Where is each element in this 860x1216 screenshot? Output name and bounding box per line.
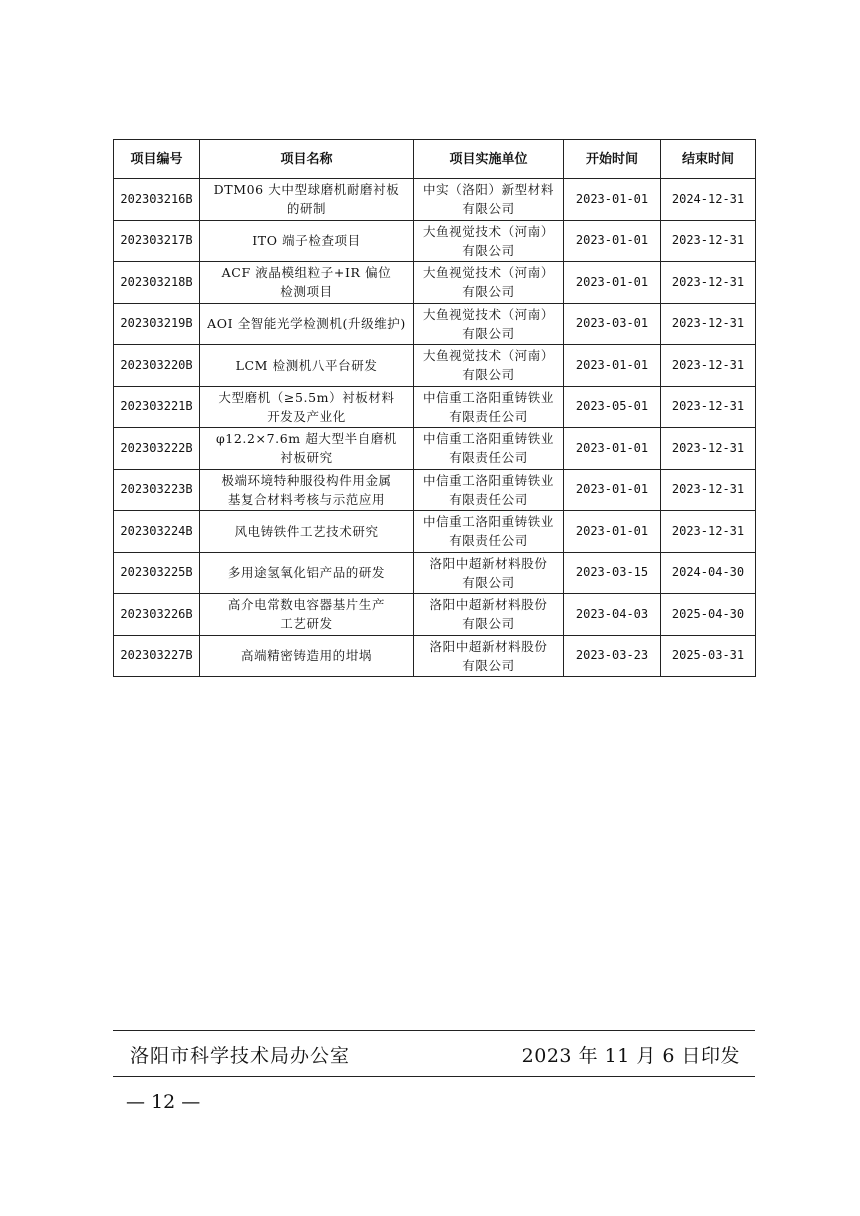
implementing-unit-cell-line: 中信重工洛阳重铸铁业	[422, 431, 554, 447]
implementing-unit-cell-line: 有限公司	[462, 242, 515, 258]
end-date-cell: 2023-12-31	[661, 262, 756, 304]
project-name-cell-line: DTM06 大中型球磨机耐磨衬板	[213, 182, 400, 198]
table-row	[114, 428, 756, 470]
project-name-cell-line: 风电铸铁件工艺技术研究	[234, 523, 379, 539]
project-name-cell	[200, 345, 414, 387]
header-implementing-unit: 项目实施单位	[414, 140, 564, 179]
table-body	[114, 179, 756, 677]
project-name-cell-line: LCM 检测机八平台研发	[235, 357, 378, 373]
project-name-cell	[200, 262, 414, 304]
table-row	[114, 552, 756, 594]
implementing-unit-cell-line: 大鱼视觉技术（河南）	[422, 306, 554, 322]
implementing-unit-cell-line: 有限公司	[462, 325, 515, 341]
implementing-unit-cell-line: 有限公司	[462, 284, 515, 300]
header-start-time: 开始时间	[564, 140, 661, 179]
start-date-cell: 2023-03-23	[564, 635, 661, 677]
implementing-unit-cell-line: 有限公司	[462, 616, 515, 632]
end-date-cell: 2023-12-31	[661, 303, 756, 345]
project-code-cell: 202303222B	[114, 428, 200, 470]
start-date-cell: 2023-01-01	[564, 469, 661, 511]
implementing-unit-cell-line: 中实（洛阳）新型材料	[422, 182, 554, 198]
project-table-container	[113, 139, 755, 677]
issue-date: 2023 年 11 月 6 日印发	[521, 1045, 740, 1067]
implementing-unit-cell-line: 有限公司	[462, 201, 515, 217]
project-name-cell-line: 多用途氢氧化铝产品的研发	[227, 565, 386, 581]
project-name-cell-line: ACF 液晶模组粒子+IR 偏位	[221, 265, 392, 281]
start-date-cell: 2023-01-01	[564, 345, 661, 387]
project-code-cell: 202303220B	[114, 345, 200, 387]
end-date-cell: 2023-12-31	[661, 511, 756, 553]
project-code-cell: 202303216B	[114, 179, 200, 221]
end-date-cell: 2023-12-31	[661, 220, 756, 262]
project-name-cell-line: 的研制	[286, 201, 327, 217]
implementing-unit-cell-line: 中信重工洛阳重铸铁业	[422, 472, 554, 488]
project-name-cell-line: 衬板研究	[280, 450, 333, 466]
project-name-cell-line: 大型磨机（≥5.5m）衬板材料	[218, 389, 395, 405]
implementing-unit-cell-line: 洛阳中超新材料股份	[429, 597, 548, 613]
project-code-cell: 202303223B	[114, 469, 200, 511]
table-row	[114, 511, 756, 553]
project-name-cell-line: 极端环境特种服役构件用金属	[221, 472, 392, 488]
table-row	[114, 220, 756, 262]
implementing-unit-cell-line: 洛阳中超新材料股份	[429, 638, 548, 654]
end-date-cell: 2023-12-31	[661, 428, 756, 470]
implementing-unit-cell	[414, 262, 564, 304]
start-date-cell: 2023-05-01	[564, 386, 661, 428]
start-date-cell: 2023-03-15	[564, 552, 661, 594]
end-date-cell: 2024-04-30	[661, 552, 756, 594]
implementing-unit-cell-line: 有限公司	[462, 657, 515, 673]
project-name-cell	[200, 303, 414, 345]
project-name-cell-line: AOI 全智能光学检测机(升级维护)	[207, 316, 406, 332]
implementing-unit-cell-line: 有限公司	[462, 367, 515, 383]
start-date-cell: 2023-01-01	[564, 428, 661, 470]
end-date-cell: 2025-04-30	[661, 594, 756, 636]
project-code-cell: 202303218B	[114, 262, 200, 304]
implementing-unit-cell-line: 中信重工洛阳重铸铁业	[422, 514, 554, 530]
implementing-unit-cell	[414, 179, 564, 221]
implementing-unit-cell	[414, 511, 564, 553]
table-row	[114, 179, 756, 221]
project-code-cell: 202303225B	[114, 552, 200, 594]
project-name-cell	[200, 635, 414, 677]
end-date-cell: 2025-03-31	[661, 635, 756, 677]
start-date-cell: 2023-04-03	[564, 594, 661, 636]
footer-top-rule	[113, 1030, 755, 1031]
project-code-cell: 202303217B	[114, 220, 200, 262]
table-row	[114, 469, 756, 511]
implementing-unit-cell	[414, 303, 564, 345]
project-code-cell: 202303226B	[114, 594, 200, 636]
project-code-cell: 202303221B	[114, 386, 200, 428]
start-date-cell: 2023-01-01	[564, 179, 661, 221]
project-name-cell-line: 开发及产业化	[267, 408, 346, 424]
project-name-cell	[200, 511, 414, 553]
project-name-cell	[200, 428, 414, 470]
implementing-unit-cell	[414, 469, 564, 511]
project-name-cell	[200, 386, 414, 428]
project-name-cell-line: 工艺研发	[280, 616, 333, 632]
end-date-cell: 2023-12-31	[661, 386, 756, 428]
project-name-cell	[200, 220, 414, 262]
implementing-unit-cell-line: 有限责任公司	[449, 450, 528, 466]
implementing-unit-cell-line: 大鱼视觉技术（河南）	[422, 223, 554, 239]
table-row	[114, 262, 756, 304]
table-row	[114, 386, 756, 428]
project-name-cell-line: φ12.2×7.6m 超大型半自磨机	[215, 431, 398, 447]
implementing-unit-cell	[414, 594, 564, 636]
project-code-cell: 202303224B	[114, 511, 200, 553]
implementing-unit-cell-line: 中信重工洛阳重铸铁业	[422, 389, 554, 405]
start-date-cell: 2023-01-01	[564, 262, 661, 304]
project-name-cell-line: 高端精密铸造用的坩埚	[240, 648, 372, 664]
table-header-row	[114, 140, 756, 179]
project-name-cell-line: ITO 端子检查项目	[252, 233, 361, 249]
table-row	[114, 303, 756, 345]
implementing-unit-cell-line: 大鱼视觉技术（河南）	[422, 265, 554, 281]
end-date-cell: 2024-12-31	[661, 179, 756, 221]
table-row	[114, 345, 756, 387]
project-name-cell-line: 检测项目	[280, 284, 333, 300]
implementing-unit-cell	[414, 428, 564, 470]
project-name-cell	[200, 594, 414, 636]
implementing-unit-cell-line: 洛阳中超新材料股份	[429, 555, 548, 571]
project-table	[113, 139, 756, 677]
implementing-unit-cell	[414, 220, 564, 262]
end-date-cell: 2023-12-31	[661, 469, 756, 511]
header-end-time: 结束时间	[661, 140, 756, 179]
implementing-unit-cell	[414, 552, 564, 594]
header-project-name: 项目名称	[200, 140, 414, 179]
implementing-unit-cell-line: 大鱼视觉技术（河南）	[422, 348, 554, 364]
implementing-unit-cell-line: 有限责任公司	[449, 533, 528, 549]
project-code-cell: 202303227B	[114, 635, 200, 677]
table-row	[114, 594, 756, 636]
project-name-cell-line: 高介电常数电容器基片生产	[227, 597, 386, 613]
table-row	[114, 635, 756, 677]
implementing-unit-cell-line: 有限责任公司	[449, 491, 528, 507]
implementing-unit-cell	[414, 635, 564, 677]
start-date-cell: 2023-01-01	[564, 511, 661, 553]
project-name-cell-line: 基复合材料考核与示范应用	[227, 491, 386, 507]
header-project-code: 项目编号	[114, 140, 200, 179]
footer-bottom-rule	[113, 1076, 755, 1077]
project-code-cell: 202303219B	[114, 303, 200, 345]
implementing-unit-cell-line: 有限公司	[462, 574, 515, 590]
implementing-unit-cell-line: 有限责任公司	[449, 408, 528, 424]
project-name-cell	[200, 469, 414, 511]
project-name-cell	[200, 179, 414, 221]
end-date-cell: 2023-12-31	[661, 345, 756, 387]
implementing-unit-cell	[414, 345, 564, 387]
page-number: — 12 —	[126, 1091, 201, 1113]
implementing-unit-cell	[414, 386, 564, 428]
start-date-cell: 2023-01-01	[564, 220, 661, 262]
start-date-cell: 2023-03-01	[564, 303, 661, 345]
issuing-office: 洛阳市科学技术局办公室	[130, 1045, 351, 1067]
project-name-cell	[200, 552, 414, 594]
